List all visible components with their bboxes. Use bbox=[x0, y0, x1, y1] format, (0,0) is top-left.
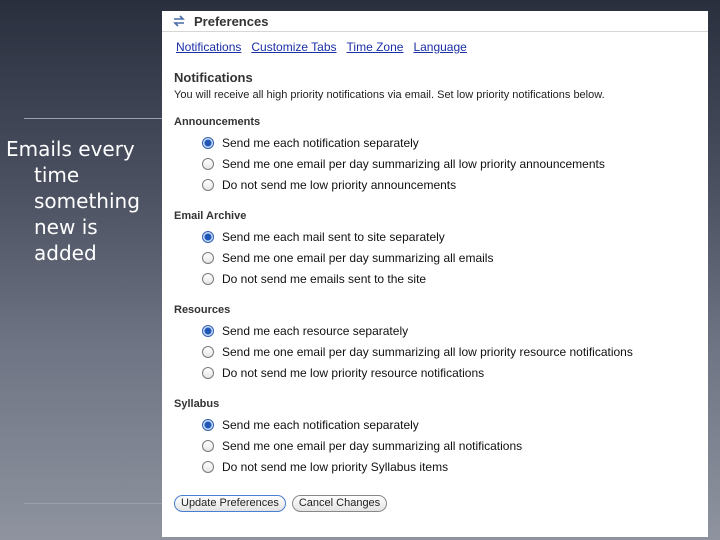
tab-time-zone[interactable]: Time Zone bbox=[346, 40, 404, 54]
preferences-window bbox=[162, 11, 708, 537]
section-title: Resources bbox=[174, 304, 231, 316]
slide-caption-line: added bbox=[34, 241, 97, 265]
cancel-changes-button[interactable]: Cancel Changes bbox=[292, 495, 387, 512]
radio-option[interactable] bbox=[174, 153, 696, 174]
form-actions bbox=[174, 495, 387, 512]
radio-button[interactable] bbox=[202, 179, 214, 191]
tab-language[interactable]: Language bbox=[413, 40, 467, 54]
radio-option[interactable] bbox=[174, 268, 696, 289]
radio-label: Send me each notification separately bbox=[222, 417, 419, 432]
radio-label: Do not send me emails sent to the site bbox=[222, 271, 427, 286]
radio-button[interactable] bbox=[202, 419, 214, 431]
announcements-section bbox=[174, 116, 696, 195]
radio-label: Do not send me low priority Syllabus items bbox=[222, 459, 449, 474]
radio-label: Do not send me low priority announcements bbox=[222, 177, 457, 192]
preferences-tabs bbox=[162, 32, 708, 54]
email-archive-section bbox=[174, 210, 696, 289]
page-title: Preferences bbox=[194, 13, 269, 29]
swap-arrows-icon bbox=[172, 14, 186, 28]
radio-button[interactable] bbox=[202, 273, 214, 285]
notifications-panel bbox=[162, 70, 708, 477]
update-preferences-button[interactable]: Update Preferences bbox=[174, 495, 286, 512]
radio-button[interactable] bbox=[202, 325, 214, 337]
radio-button[interactable] bbox=[202, 346, 214, 358]
radio-button[interactable] bbox=[202, 231, 214, 243]
radio-button[interactable] bbox=[202, 137, 214, 149]
radio-label: Do not send me low priority resource notifications bbox=[222, 365, 485, 380]
slide-caption-line: something bbox=[34, 189, 140, 213]
section-heading: Notifications bbox=[174, 70, 253, 85]
slide-caption bbox=[6, 136, 156, 266]
radio-button[interactable] bbox=[202, 461, 214, 473]
tab-customize-tabs[interactable]: Customize Tabs bbox=[251, 40, 337, 54]
radio-label: Send me one email per day summarizing all low priority resource notifications bbox=[222, 344, 633, 359]
slide-divider-bottom bbox=[24, 503, 164, 504]
resources-section bbox=[174, 304, 696, 383]
intro-text: You will receive all high priority notifications via email. Set low priority notifications below. bbox=[174, 89, 605, 101]
slide-caption-line: time bbox=[34, 163, 80, 187]
radio-option[interactable] bbox=[174, 132, 696, 153]
radio-option[interactable] bbox=[174, 320, 696, 341]
radio-option[interactable] bbox=[174, 341, 696, 362]
radio-option[interactable] bbox=[174, 247, 696, 268]
slide-divider-top bbox=[24, 118, 164, 119]
syllabus-section bbox=[174, 398, 696, 477]
section-title: Syllabus bbox=[174, 398, 220, 410]
radio-label: Send me each mail sent to site separately bbox=[222, 229, 445, 244]
radio-option[interactable] bbox=[174, 456, 696, 477]
radio-label: Send me one email per day summarizing all low priority announcements bbox=[222, 156, 605, 171]
radio-label: Send me each resource separately bbox=[222, 323, 409, 338]
preferences-titlebar bbox=[162, 11, 708, 32]
radio-option[interactable] bbox=[174, 226, 696, 247]
radio-button[interactable] bbox=[202, 440, 214, 452]
tab-notifications[interactable]: Notifications bbox=[176, 40, 242, 54]
radio-option[interactable] bbox=[174, 362, 696, 383]
slide-caption-line: Emails every bbox=[6, 137, 135, 161]
radio-button[interactable] bbox=[202, 252, 214, 264]
radio-label: Send me one email per day summarizing all notifications bbox=[222, 438, 523, 453]
radio-button[interactable] bbox=[202, 367, 214, 379]
radio-label: Send me each notification separately bbox=[222, 135, 419, 150]
radio-option[interactable] bbox=[174, 174, 696, 195]
section-title: Email Archive bbox=[174, 210, 247, 222]
radio-option[interactable] bbox=[174, 435, 696, 456]
slide-caption-line: new is bbox=[34, 215, 98, 239]
radio-option[interactable] bbox=[174, 414, 696, 435]
radio-label: Send me one email per day summarizing all emails bbox=[222, 250, 494, 265]
radio-button[interactable] bbox=[202, 158, 214, 170]
section-title: Announcements bbox=[174, 116, 261, 128]
